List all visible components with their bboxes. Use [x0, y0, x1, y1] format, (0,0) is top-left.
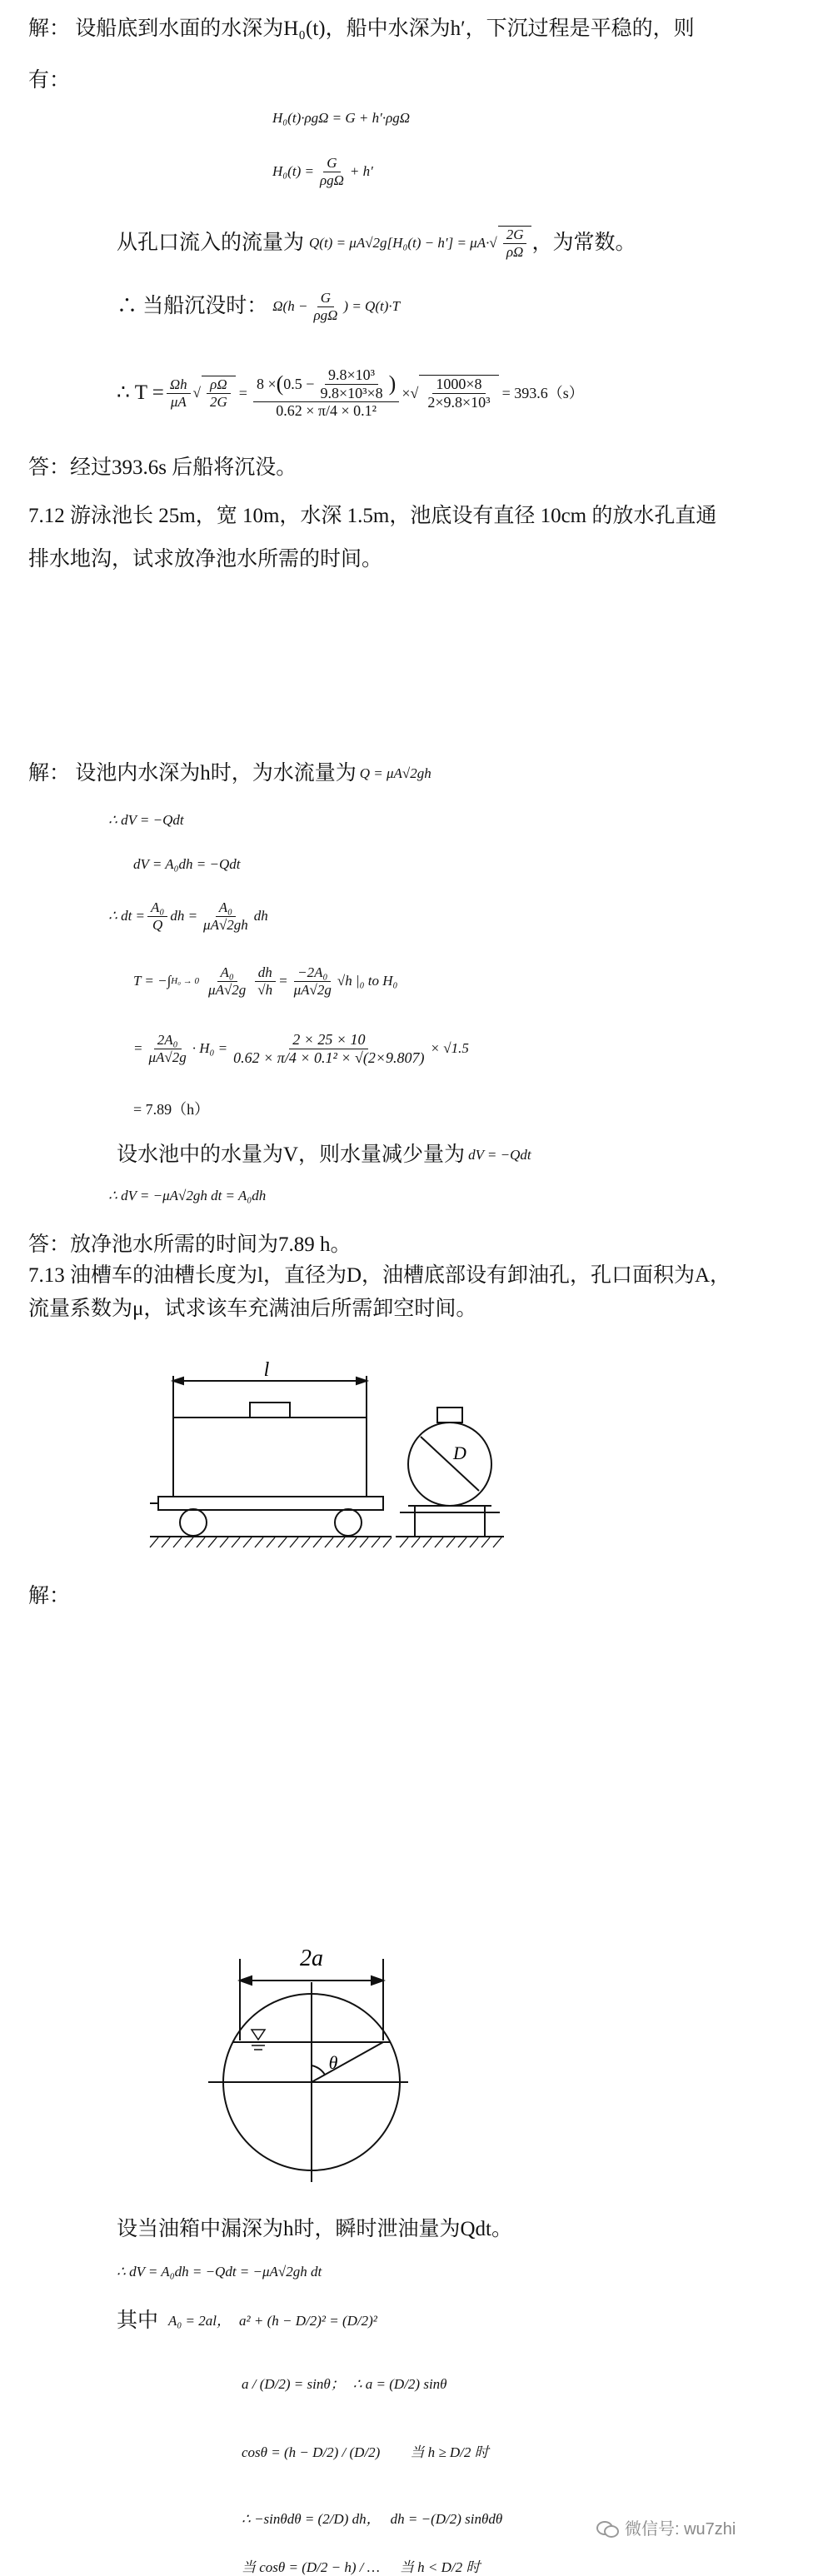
- circle-section-figure: [208, 1941, 408, 2199]
- eq-t-integral: T = −∫ H₀ → 0 $\frac{\text{A₀}}{\mu A√2g}$ $\frac{dh}{√h}$ = $\frac{\text{−2A₀}}{\mu A√2g}$ √h |₀ to H₀: [133, 964, 398, 998]
- flow-rate-line: 从孔口流入的流量为 Q(t) = μA√2g[H₀(t) − h′] = μA· √ $\frac{2G}{\rho\Omega}$ ，为常数。: [117, 226, 636, 260]
- eq-cos-theta-2: 当 cosθ = (D/2 − h) / … 当 h < D/2 时: [242, 2559, 481, 2575]
- eq-dt: ∴ dt = $\frac{\text{A₀}}{Q}$ dh = $\frac{\text{A₀}}{\mu A√2gh}$ dh: [108, 899, 268, 933]
- eq-t-result: = 7.89（h）: [133, 1101, 210, 1118]
- eq-cos-theta: cosθ = (h − D/2) / (D/2) 当 h ≥ D/2 时: [242, 2444, 489, 2460]
- sinking-condition: ∴ 当船沉没时： Ω(h − $\frac{G}{\text{ρgΩ}}$ ) = Q(t)·T: [117, 290, 401, 323]
- wechat-icon: [596, 2519, 618, 2536]
- eq-area-relation: 其中 A₀ = 2al， a² + (h − D/2)² = (D/2)²: [117, 2309, 377, 2332]
- tank-truck-figure: [150, 1359, 533, 1557]
- figure-label-theta: θ: [328, 2052, 338, 2073]
- water-volume-line: 设水池中的水量为V，则水量减少量为 dV = −Qdt: [117, 1144, 531, 1166]
- equation-buoyancy: H₀(t)·ρgΩ = G + h′·ρgΩ: [272, 110, 411, 126]
- eq-dv-qdt: ∴ dV = −Qdt: [108, 812, 184, 828]
- eq-dh: ∴ −sinθdθ = (2/D) dh， dh = −(D/2) sinθdθ: [242, 2511, 503, 2527]
- time-result-equation: ∴ T = $\frac{\Omega h}{\mu A}$ √ $\frac{\rho\Omega}{2G}$ = 8 × ( 0.5 − $\frac{\text{9.8×10³}}{\text{9.8×10³×8}}$ ) 0.62 × π/4 × 0.1² × √ $\frac{1000\times 8}{\text{2×9.8×10³}}$ = 393.6（s）: [117, 366, 584, 420]
- intro-line-2: 有：: [28, 69, 71, 92]
- answer-2: 答：放净池水所需的时间为7.89 h。: [28, 1233, 352, 1256]
- problem-7-12-line-1: 7.12 游泳池长 25m，宽 10m，水深 1.5m，池底设有直径 10cm 的放水孔直通: [28, 505, 717, 527]
- problem-7-13-line-2: 流量系数为μ，试求该车充满油后所需卸空时间。: [28, 1298, 477, 1320]
- wechat-watermark: 微信号: wu7zhi: [596, 2515, 736, 2539]
- problem-7-13-line-1: 7.13 油槽车的油槽长度为l，直径为D，油槽底部设有卸油孔，孔口面积为A，: [28, 1264, 731, 1287]
- solution-3-head: 解：: [28, 1585, 71, 1607]
- eq-leak-dv: ∴ dV = A₀dh = −Qdt = −μA√2gh dt: [117, 2264, 322, 2280]
- intro-line-1: 解： 设船底到水面的水深为H₀(t)，船中水深为h′，下沉过程是平稳的，则: [28, 17, 695, 40]
- figure-label-d: D: [453, 1442, 466, 1463]
- answer-1: 答：经过393.6s 后船将沉没。: [28, 456, 297, 479]
- eq-dv-a0dh: dV = A₀dh = −Qdt: [133, 856, 241, 872]
- eq-dv-final: ∴ dV = −μA√2gh dt = A₀dh: [108, 1188, 267, 1203]
- equation-h0: H₀(t) = $\frac{G}{\text{ρgΩ}}$ + h′: [272, 155, 373, 188]
- problem-7-12-line-2: 排水地沟，试求放净池水所需的时间。: [28, 548, 383, 571]
- figure-label-2a: 2a: [300, 1946, 323, 1971]
- leak-rate-line: 设当油箱中漏深为h时，瞬时泄油量为Qdt。: [117, 2218, 513, 2240]
- eq-t-numeric: = $\frac{\text{2A₀}}{\mu A√2g}$ · H₀ = $\frac{2 \times 25 \times 10}{\text{0.62 × π/4 × 0.1² × √(2×9.807)}}$ × √1.5: [133, 1031, 469, 1066]
- eq-sin-theta: a / (D/2) = sinθ； ∴ a = (D/2) sinθ: [242, 2376, 447, 2392]
- figure-label-l: l: [263, 1359, 270, 1381]
- solution-2-intro: 解： 设池内水深为h时，为水流量为 Q = μA√2gh: [28, 762, 431, 785]
